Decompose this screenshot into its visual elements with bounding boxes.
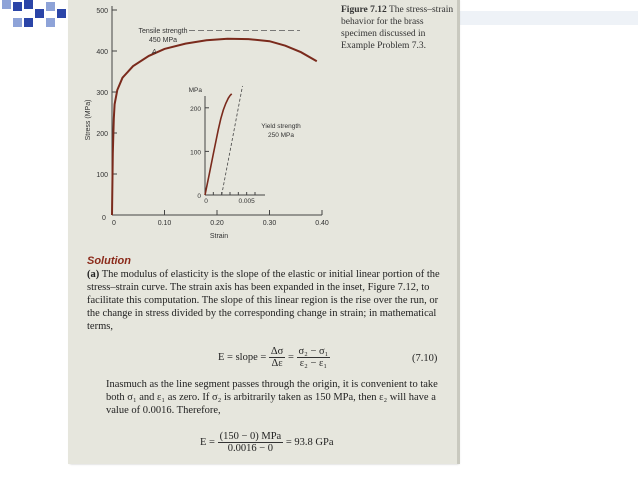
x-tick-label: 0.40 — [315, 220, 329, 227]
x-axis-label: Strain — [209, 233, 229, 240]
eq1-num2: σ₂ − σ₁ — [298, 346, 329, 357]
caption-text: The stress–strain behavior for the brass specimen discussed in Example Problem 7.3. — [341, 5, 454, 51]
inset-x-tick-label: 0 — [204, 198, 208, 205]
inset-y-tick-label: 0 — [197, 193, 201, 200]
solution-part-b: Inasmuch as the line segment passes through the origin, it is convenient to take both σ₁ and ε₁ as zero. If σ₂ is arbitrarily taken as 150 MPa, then ε₂ will have a value of 0.0016. Therefore, — [106, 379, 438, 416]
part-a-label: (a) — [87, 269, 100, 280]
eq2-num: (150 − 0) MPa — [219, 431, 282, 442]
eq1-den1: Δε — [271, 358, 283, 369]
inset-y-axis-label: MPa — [188, 87, 202, 94]
eq1-num1: Δσ — [270, 346, 284, 357]
x-tick-label: 0.20 — [210, 220, 224, 227]
caption-title: Figure 7.12 — [341, 5, 387, 15]
inset-curve — [205, 94, 232, 195]
eq2-rhs: = 93.8 GPa — [285, 436, 334, 448]
eq2-fraction — [218, 431, 284, 454]
x-tick-label: 0.10 — [157, 220, 172, 227]
eq1-fraction-2 — [297, 346, 331, 369]
yield-strength-label: Yield strength — [261, 123, 301, 130]
equation-number: (7.10) — [412, 353, 438, 364]
y-tick-label: 400 — [96, 49, 108, 56]
point-a-label: A — [151, 49, 157, 57]
inset-x-tick-label: 0.005 — [238, 198, 255, 205]
offset-line — [222, 86, 243, 195]
y-axis-label: Stress (MPa) — [85, 99, 92, 141]
eq2-lhs: E = — [200, 436, 215, 448]
y-tick-label: 100 — [96, 172, 108, 179]
solution-heading: Solution — [87, 255, 131, 267]
tensile-strength-value: 450 MPa — [148, 37, 178, 44]
x-tick-label: 0 — [112, 220, 116, 227]
y-tick-label-origin: 0 — [102, 215, 106, 222]
y-tick-label: 200 — [96, 131, 108, 138]
inset-y-tick-label: 200 — [190, 105, 201, 113]
tensile-strength-label: Tensile strength — [138, 28, 188, 35]
eq1-fraction-1 — [269, 346, 285, 369]
equation-modulus — [200, 431, 334, 454]
eq1-den2: ε₂ − ε₁ — [299, 358, 328, 369]
y-tick-label: 500 — [96, 8, 108, 15]
figure-caption — [341, 4, 455, 52]
eq1-lhs: E = slope = — [218, 351, 267, 363]
part-a-text: The modulus of elasticity is the slope of the elastic or initial linear portion of the stress–strain curve. The strain axis has been expanded in the inset, Figure 7.12, to facilitate this computation. The slope of this linear region is the rise over the run, or the change in stress divided by the corresponding change in strain; in mathematical terms, — [87, 269, 440, 332]
y-tick-label: 300 — [96, 90, 108, 97]
eq2-den: 0.0016 − 0 — [227, 443, 274, 454]
equation-7-10 — [218, 346, 330, 369]
eq1-equals: = — [287, 351, 294, 363]
x-tick-label: 0.30 — [262, 220, 277, 227]
solution-part-a — [87, 268, 447, 333]
yield-strength-value: 250 MPa — [267, 132, 295, 139]
inset-y-tick-label: 100 — [190, 149, 201, 157]
